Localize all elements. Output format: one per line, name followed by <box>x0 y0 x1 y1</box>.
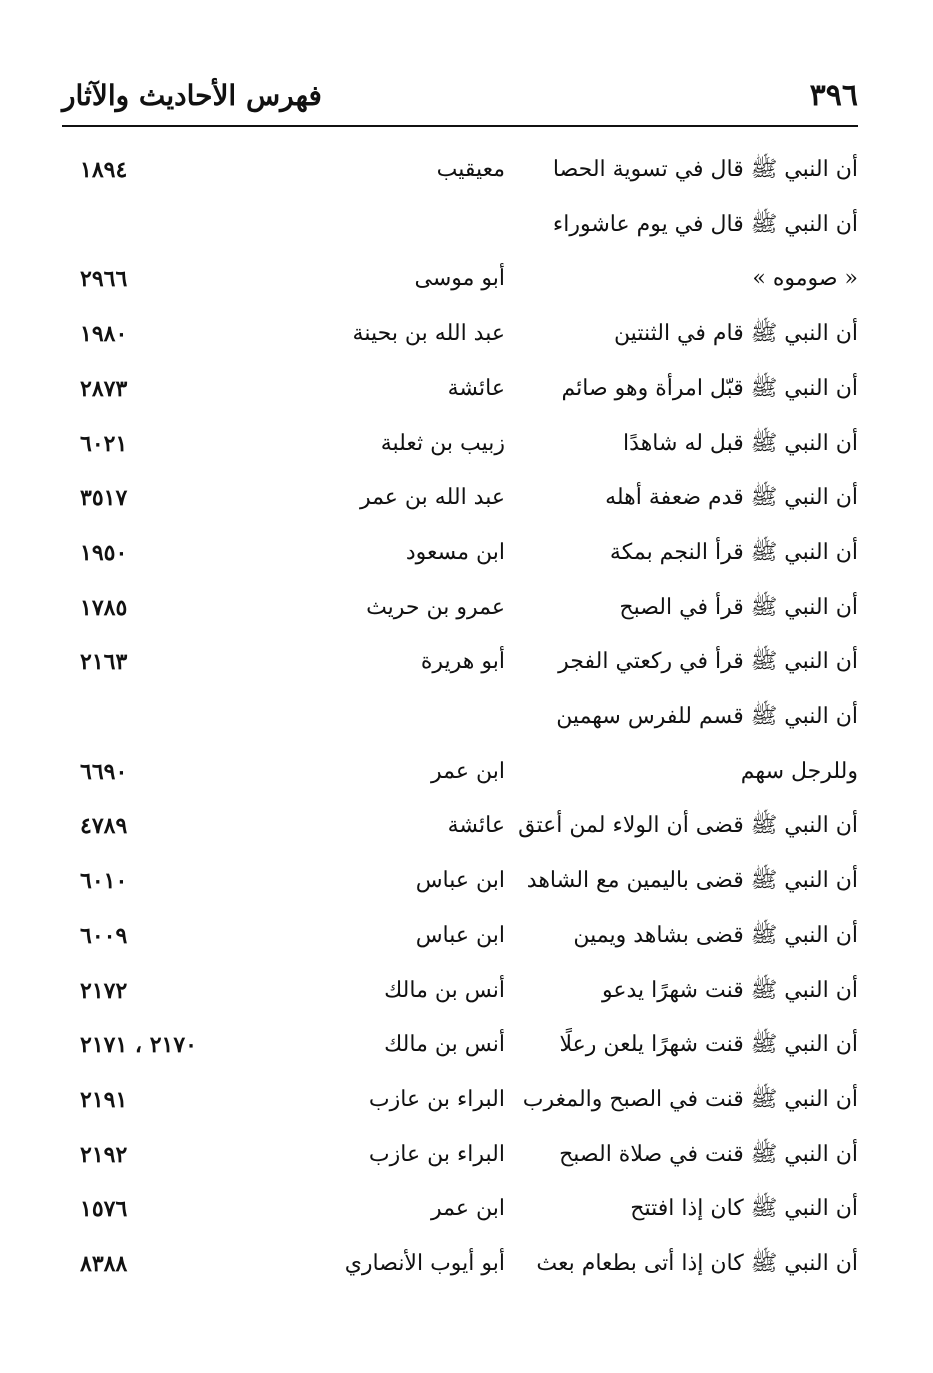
hadith-incipit: أن النبي ﷺ قرأ النجم بمكة <box>609 539 858 565</box>
narrator-name: أنس بن مالك <box>384 1032 505 1058</box>
narrator-name: أبو موسى <box>414 266 505 292</box>
hadith-incipit: أن النبي ﷺ قنت في الصبح والمغرب <box>522 1086 858 1112</box>
hadith-incipit: أن النبي ﷺ قدم ضعفة أهله <box>605 485 858 511</box>
narrator-name: ابن عباس <box>415 868 505 894</box>
page-number: ٣٩٦ <box>809 78 858 113</box>
narrator-name: عائشة <box>447 375 505 401</box>
reference-number: ١٩٨٠ <box>80 321 128 348</box>
hadith-incipit: أن النبي ﷺ قبّل امرأة وهو صائم <box>561 375 858 401</box>
index-entry <box>0 752 933 792</box>
index-entry <box>0 314 933 354</box>
hadith-incipit: وللرجل سهم <box>740 758 858 784</box>
reference-number: ٢٨٧٣ <box>80 375 128 402</box>
hadith-incipit: أن النبي ﷺ قنت شهرًا يدعو <box>602 977 858 1003</box>
hadith-incipit: أن النبي ﷺ قنت في صلاة الصبح <box>559 1141 858 1167</box>
reference-number: ٤٧٨٩ <box>80 813 128 840</box>
reference-number: ٢١٧٢ <box>80 977 128 1004</box>
reference-number: ٢١٦٣ <box>80 649 128 676</box>
index-entry <box>0 971 933 1011</box>
index-entry <box>0 861 933 901</box>
hadith-incipit: أن النبي ﷺ قضى باليمين مع الشاهد <box>526 868 858 894</box>
hadith-incipit: « صوموه » <box>752 266 858 292</box>
reference-number: ١٧٨٥ <box>80 594 128 621</box>
index-entry <box>0 588 933 628</box>
reference-number: ٦٠٢١ <box>80 430 128 457</box>
page-header <box>62 76 858 116</box>
reference-number: ٦٦٩٠ <box>80 758 128 785</box>
narrator-name: عبد الله بن بحينة <box>352 321 505 347</box>
index-entry <box>0 533 933 573</box>
reference-number: ٦٠١٠ <box>80 868 128 895</box>
index-entry <box>0 697 933 737</box>
page-title: فهرس الأحاديث والآثار <box>62 79 322 112</box>
hadith-incipit: أن النبي ﷺ قنت شهرًا يلعن رعلًا <box>559 1032 858 1058</box>
index-entry <box>0 642 933 682</box>
reference-number: ٣٥١٧ <box>80 485 128 512</box>
reference-number: ٢١٩٢ <box>80 1141 128 1168</box>
reference-number: ٢١٧٠ ، ٢١٧١ <box>80 1032 197 1059</box>
index-entry <box>0 1244 933 1284</box>
hadith-incipit: أن النبي ﷺ قبل له شاهدًا <box>623 430 858 456</box>
reference-number: ٢٩٦٦ <box>80 266 128 293</box>
reference-number: ٨٣٨٨ <box>80 1251 128 1277</box>
index-entry <box>0 150 933 190</box>
reference-number: ١٥٧٦ <box>80 1196 128 1223</box>
narrator-name: البراء بن عازب <box>368 1086 505 1112</box>
narrator-name: زبيب بن ثعلبة <box>380 430 505 456</box>
index-entry <box>0 1025 933 1065</box>
narrator-name: البراء بن عازب <box>368 1141 505 1167</box>
narrator-name: عمرو بن حريث <box>366 594 505 620</box>
narrator-name: ابن عمر <box>431 1196 505 1222</box>
index-entry <box>0 916 933 956</box>
index-entry <box>0 424 933 464</box>
reference-number: ٦٠٠٩ <box>80 922 128 949</box>
narrator-name: عائشة <box>447 813 505 839</box>
hadith-incipit: أن النبي ﷺ كان إذا افتتح <box>630 1196 858 1222</box>
index-entry <box>0 205 933 245</box>
index-entry <box>0 369 933 409</box>
reference-number: ١٩٥٠ <box>80 539 128 566</box>
index-entry <box>0 259 933 299</box>
hadith-incipit: أن النبي ﷺ قرأ في الصبح <box>619 594 858 620</box>
header-rule <box>62 125 858 127</box>
index-entry <box>0 478 933 518</box>
narrator-name: ابن عمر <box>431 758 505 784</box>
hadith-incipit: أن النبي ﷺ قرأ في ركعتي الفجر <box>558 649 858 675</box>
index-entry <box>0 806 933 846</box>
hadith-incipit: أن النبي ﷺ قام في الثنتين <box>613 321 858 347</box>
hadith-incipit: أن النبي ﷺ قال في يوم عاشوراء <box>552 211 858 237</box>
reference-number: ٢١٩١ <box>80 1086 128 1113</box>
narrator-name: ابن عباس <box>415 922 505 948</box>
narrator-name: معيقيب <box>436 157 505 182</box>
narrator-name: عبد الله بن عمر <box>359 485 505 511</box>
hadith-incipit: أن النبي ﷺ كان إذا أتى بطعام بعث <box>536 1251 858 1276</box>
index-entry <box>0 1135 933 1175</box>
hadith-incipit: أن النبي ﷺ قضى بشاهد ويمين <box>573 922 858 948</box>
hadith-incipit: أن النبي ﷺ قال في تسوية الحصا <box>552 157 858 182</box>
hadith-incipit: أن النبي ﷺ قضى أن الولاء لمن أعتق <box>518 813 858 839</box>
index-entry <box>0 1080 933 1120</box>
hadith-incipit: أن النبي ﷺ قسم للفرس سهمين <box>556 704 858 729</box>
narrator-name: أنس بن مالك <box>384 977 505 1003</box>
index-entry <box>0 1189 933 1229</box>
narrator-name: أبو هريرة <box>420 649 505 675</box>
narrator-name: أبو أيوب الأنصاري <box>344 1251 505 1276</box>
narrator-name: ابن مسعود <box>405 539 505 565</box>
reference-number: ١٨٩٤ <box>80 157 128 183</box>
